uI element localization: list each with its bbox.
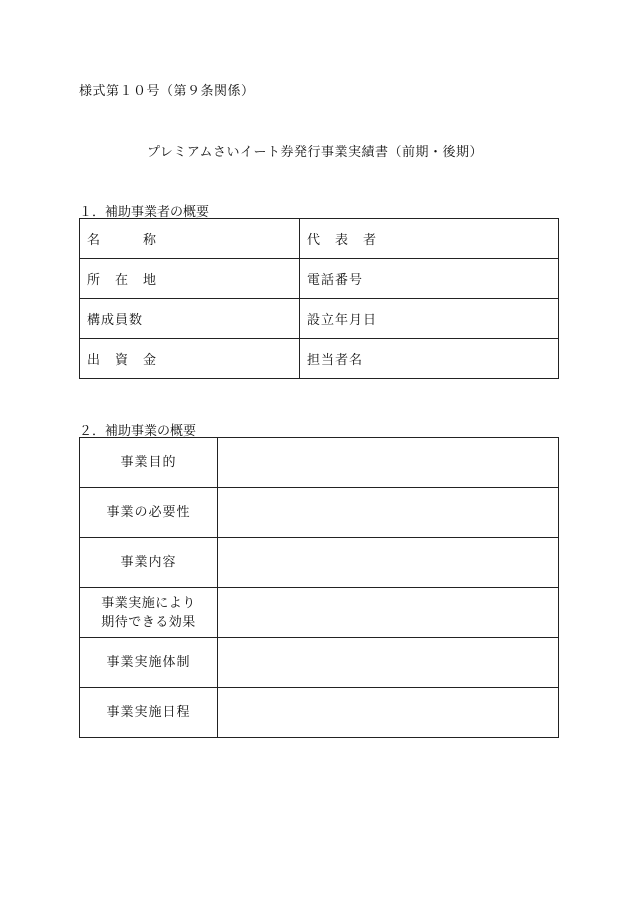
expected-effects-label-line1: 事業実施により [101, 595, 196, 611]
table-row [80, 259, 559, 299]
table-row [80, 588, 559, 638]
address-label: 所 在 地 [80, 259, 300, 299]
project-content-field[interactable] [218, 538, 559, 588]
representative-label: 代 表 者 [300, 219, 559, 259]
project-content-label: 事業内容 [80, 538, 218, 588]
table-row [80, 688, 559, 738]
project-overview-table [79, 437, 559, 738]
project-necessity-field[interactable] [218, 488, 559, 538]
capital-label: 出 資 金 [80, 339, 300, 379]
table-row [80, 638, 559, 688]
contact-person-label: 担当者名 [300, 339, 559, 379]
table-row [80, 339, 559, 379]
table-row [80, 299, 559, 339]
name-label: 名 称 [80, 219, 300, 259]
form-number: 様式第１０号（第９条関係） [79, 84, 255, 99]
project-purpose-label: 事業目的 [80, 438, 218, 488]
expected-effects-field[interactable] [218, 588, 559, 638]
table-row [80, 538, 559, 588]
expected-effects-label [80, 588, 218, 638]
establishment-date-label: 設立年月日 [300, 299, 559, 339]
implementation-structure-label: 事業実施体制 [80, 638, 218, 688]
table-row [80, 488, 559, 538]
implementation-schedule-field[interactable] [218, 688, 559, 738]
document-title: プレミアムさいイート券発行事業実績書（前期・後期） [146, 145, 484, 160]
member-count-label: 構成員数 [80, 299, 300, 339]
implementation-schedule-label: 事業実施日程 [80, 688, 218, 738]
table-row [80, 438, 559, 488]
project-necessity-label: 事業の必要性 [80, 488, 218, 538]
phone-number-label: 電話番号 [300, 259, 559, 299]
section2-heading: ２．補助事業の概要 [79, 424, 197, 439]
business-operator-overview-table [79, 218, 559, 379]
implementation-structure-field[interactable] [218, 638, 559, 688]
section1-heading: １．補助事業者の概要 [79, 205, 210, 220]
project-purpose-field[interactable] [218, 438, 559, 488]
expected-effects-label-line2: 期待できる効果 [101, 614, 196, 630]
table-row [80, 219, 559, 259]
